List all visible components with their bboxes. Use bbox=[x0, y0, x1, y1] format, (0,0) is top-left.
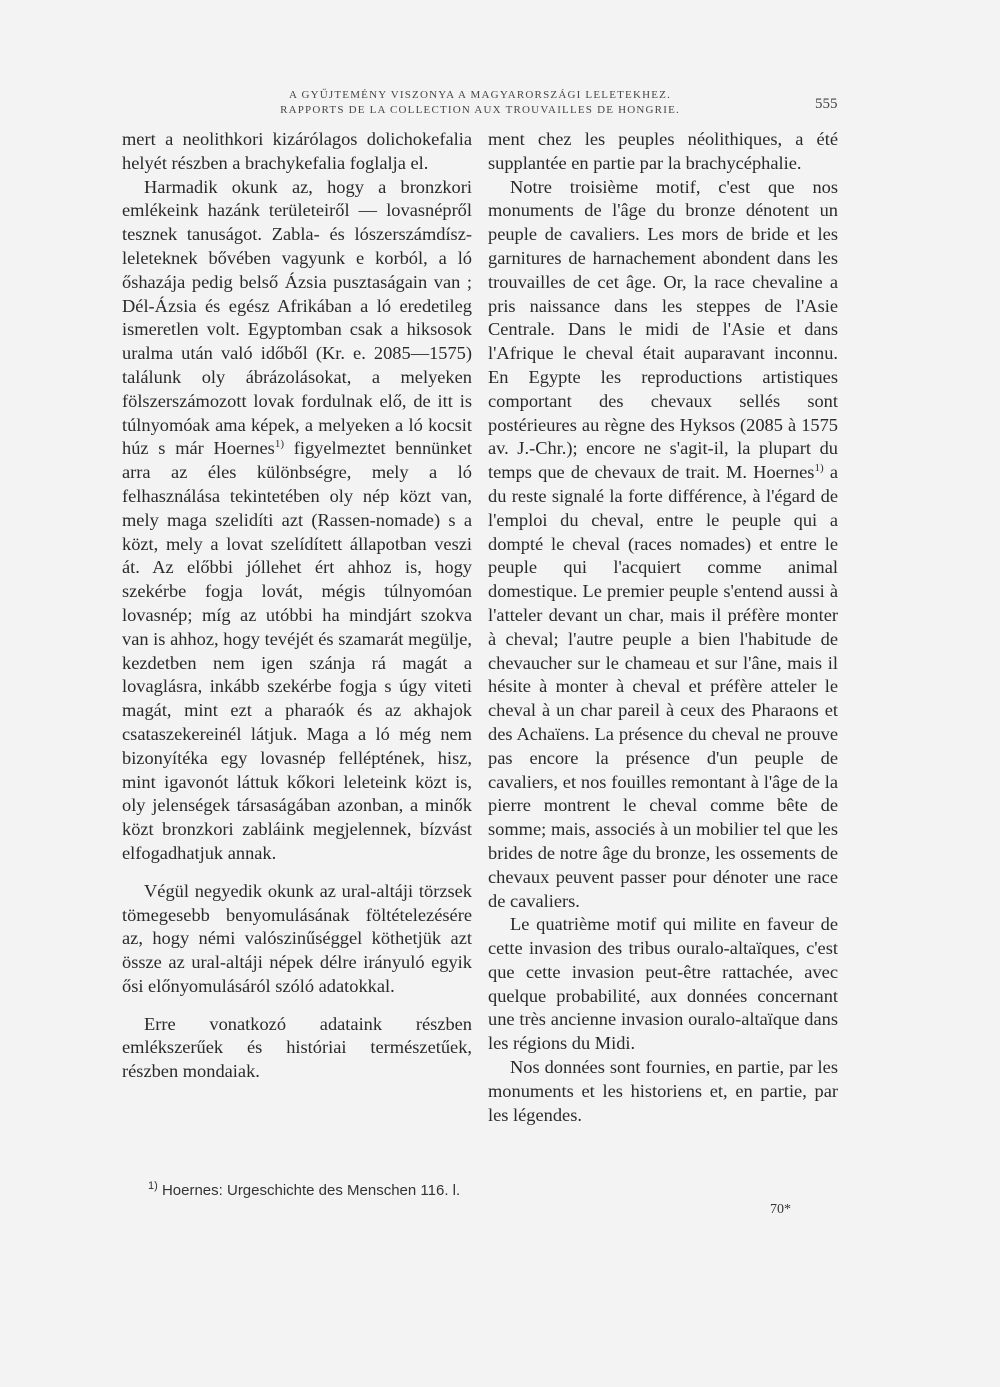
running-head bbox=[200, 88, 760, 118]
paragraph bbox=[488, 176, 838, 914]
paragraph-text: figyelmeztet bennünket arra az éles különbségre, mely a ló felhasználása tekintetében oly nép közt van, mely maga szelidíti azt (Rassen-nomade) s a közt, mely a lovat szelídített állapotban veszi át. Az előbbi jóllehet ért ahhoz is, hogy szekérbe fogja lovát, mégis túlnyomóan lovasnép; míg az utóbbi ha mindjárt szokva van is ahhoz, hogy tevéjét és szamarát megülje, kezdetben nem igen szánja rá magát a lovaglásra, inkább szekérbe fogja s úgy viteti magát, mint ezt a pharaók és az akhajok csataszekereinél látjuk. Maga a ló még nem bizonyítéka egy lovasnép felléptének, hisz, mint igavonót láttuk kőkori leleteink közt is, oly jelenségek társaságában azonban, a minők közt bronzkori zabláink megjelennek, bízvást elfogadhatjuk annak. bbox=[122, 438, 473, 863]
paragraph-text: Harmadik okunk az, hogy a bronzkori emlékeink hazánk területeiről — lovasnépről tesznek tanuságot. Zabla- és lószerszámdísz-leleteknek bővében vagyunk e korból, a ló őshazája pedig belső Ázsia pusztaságain van ; Dél-Ázsia és egész Afrikában a ló eredetileg ismeretlen volt. Egyptomban csak a hiksosok uralma után való időből (Kr. e. 2085—1575) találunk oly ábrázolásokat, a melyeken fölszerszámozott lovak fordulnak elő, de itt is túlnyomóak ama képek, a melyeken a ló kocsit húz s már Hoernes bbox=[122, 176, 472, 459]
footnote-marker: 1) bbox=[148, 1180, 158, 1192]
paragraph: Erre vonatkozó adataink részben emlékszerűek és históriai természetűek, részben mondaiak. bbox=[122, 1013, 472, 1082]
right-column-french bbox=[488, 128, 838, 1127]
running-head-hungarian: A GYŰJTEMÉNY VISZONYA A MAGYARORSZÁGI LELETEKHEZ. bbox=[288, 89, 672, 101]
paragraph: ment chez les peuples néolithiques, a été supplantée en partie par la brachycéphalie. bbox=[488, 129, 838, 173]
left-column-hungarian bbox=[122, 128, 472, 1084]
page-number: 555 bbox=[815, 96, 838, 112]
footnote-reference: 1) bbox=[814, 462, 824, 475]
signature-mark: 70* bbox=[770, 1202, 791, 1217]
paragraph: Le quatrième motif qui milite en faveur de cette invasion des tribus ouralo-altaïques, c'est que cette invasion peut-être rattachée, avec quelque probabilité, aux données concernant une très ancienne invasion ouralo-altaïque dans les régions du Midi. bbox=[488, 914, 838, 1054]
paragraph-text: Notre troisième motif, c'est que nos monuments de l'âge du bronze dénotent un peuple de cavaliers. Les mors de bride et les garnitures de harnachement abondent dans les trouvailles de cet âge. Or, la race chevaline a pris naissance dans les steppes de l'Asie Centrale. Dans le midi de l'Asie et dans l'Afrique le cheval était auparavant inconnu. En Egypte les reproductions artistiques comportant des chevaux sellés sont postérieures au règne des Hyksos (2085 à 1575 av. J.-Chr.); encore ne s'agit-il, la plupart du temps que de chevaux de trait. M. Hoernes bbox=[488, 176, 838, 483]
paragraph bbox=[122, 176, 472, 866]
paragraph: Nos données sont fournies, en partie, par les monuments et les historiens et, en partie, par les légendes. bbox=[488, 1057, 838, 1125]
running-head-french: RAPPORTS DE LA COLLECTION AUX TROUVAILLES DE HONGRIE. bbox=[280, 104, 680, 116]
footnote-reference: 1) bbox=[274, 438, 284, 451]
footnote-text: Hoernes: Urgeschichte des Menschen 116. l. bbox=[157, 1182, 461, 1199]
paragraph: mert a neolithkori kizárólagos dolichokefalia helyét részben a brachykefalia foglalja el. bbox=[122, 129, 472, 173]
paragraph-text: a du reste signalé la forte différence, à l'égard de l'emploi du cheval, entre le peuple qui a dompté le cheval (races nomades) et entre le peuple qui l'acquiert comme animal domestique. Le premier peuple s'entend aussi à l'atteler devant un char, mais il préfère monter à cheval; l'autre peuple a bien l'habitude de chevaucher sur le chameau et sur l'âne, mais il hésite à monter à cheval et préfère atteler le cheval à un char pareil à ceux des Pharaons et des Achaïens. La présence du cheval ne prouve pas encore la présence d'un peuple de cavaliers, et nos fouilles remontant à l'âge de la pierre montrent le cheval comme bête de somme; mais, associés à un mobilier tel que les brides de notre âge du bronze, les ossements de chevaux peuvent passer pour dénoter une race de cavaliers. bbox=[488, 462, 839, 911]
paragraph: Végül negyedik okunk az ural-altáji törzsek tömegesebb benyomulásának föltételezésére az, hogy némi valószinűséggel köthetjük azt össze az ural-altáji népek délre irányuló egyik ősi előnyomulásáról szóló adatokkal. bbox=[122, 880, 472, 996]
footnote bbox=[148, 1182, 460, 1199]
